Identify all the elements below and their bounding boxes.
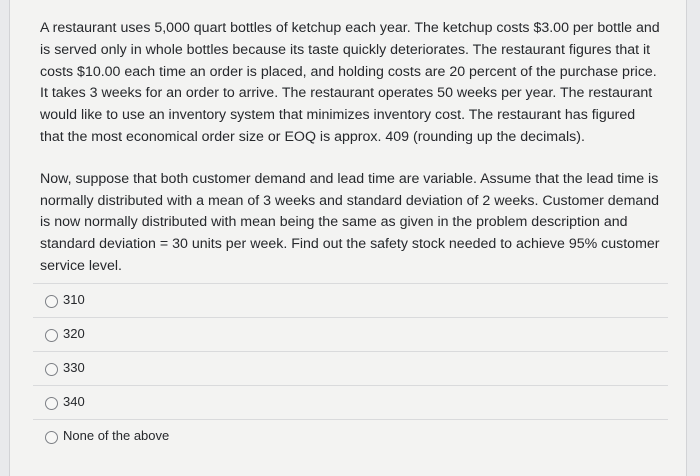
question-line: that the most economical order size or EOQ is approx. 409 (rounding up the decimals). (40, 128, 585, 145)
answer-option-label: 310 (63, 292, 85, 307)
question-paragraph-2 (40, 169, 668, 278)
answer-options (33, 283, 668, 453)
answer-option-340[interactable] (33, 385, 668, 419)
question-paragraph-1 (40, 18, 668, 149)
radio-button[interactable] (45, 329, 58, 342)
question-line: It takes 3 weeks for an order to arrive. The restaurant operates 50 weeks per year. The restaurant (40, 85, 653, 102)
answer-option-label: None of the above (63, 428, 170, 443)
question-line: costs $10.00 each time an order is placed, and holding costs are 20 percent of the purchase price. (40, 63, 657, 80)
question-line: is served only in whole bottles because its taste quickly deteriorates. The restaurant figures that it (40, 41, 651, 58)
answer-option-label: 340 (63, 394, 85, 409)
question-line: A restaurant uses 5,000 quart bottles of ketchup each year. The ketchup costs $3.00 per bottle and (40, 20, 660, 36)
radio-button[interactable] (45, 363, 58, 376)
question-line: service level. (40, 257, 123, 274)
question-line: is now normally distributed with mean being the same as given in the problem description and (40, 214, 628, 231)
answer-option-none-of-the-above[interactable] (33, 419, 668, 453)
radio-button[interactable] (45, 431, 58, 444)
question-line: standard deviation = 30 units per week. Find out the safety stock needed to achieve 95% customer (40, 236, 660, 253)
answer-option-label: 330 (63, 360, 85, 375)
answer-option-label: 320 (63, 326, 85, 341)
question-text (40, 18, 668, 278)
question-line: would like to use an inventory system that minimizes inventory cost. The restaurant has figured (40, 107, 636, 124)
answer-option-330[interactable] (33, 351, 668, 385)
question-line: Now, suppose that both customer demand and lead time are variable. Assume that the lead time is (40, 170, 659, 187)
answer-option-320[interactable] (33, 317, 668, 351)
radio-button[interactable] (45, 397, 58, 410)
question-line: normally distributed with a mean of 3 weeks and standard deviation of 2 weeks. Customer demand (40, 192, 660, 209)
question-card (9, 0, 687, 476)
answer-option-310[interactable] (33, 283, 668, 317)
radio-button[interactable] (45, 295, 58, 308)
